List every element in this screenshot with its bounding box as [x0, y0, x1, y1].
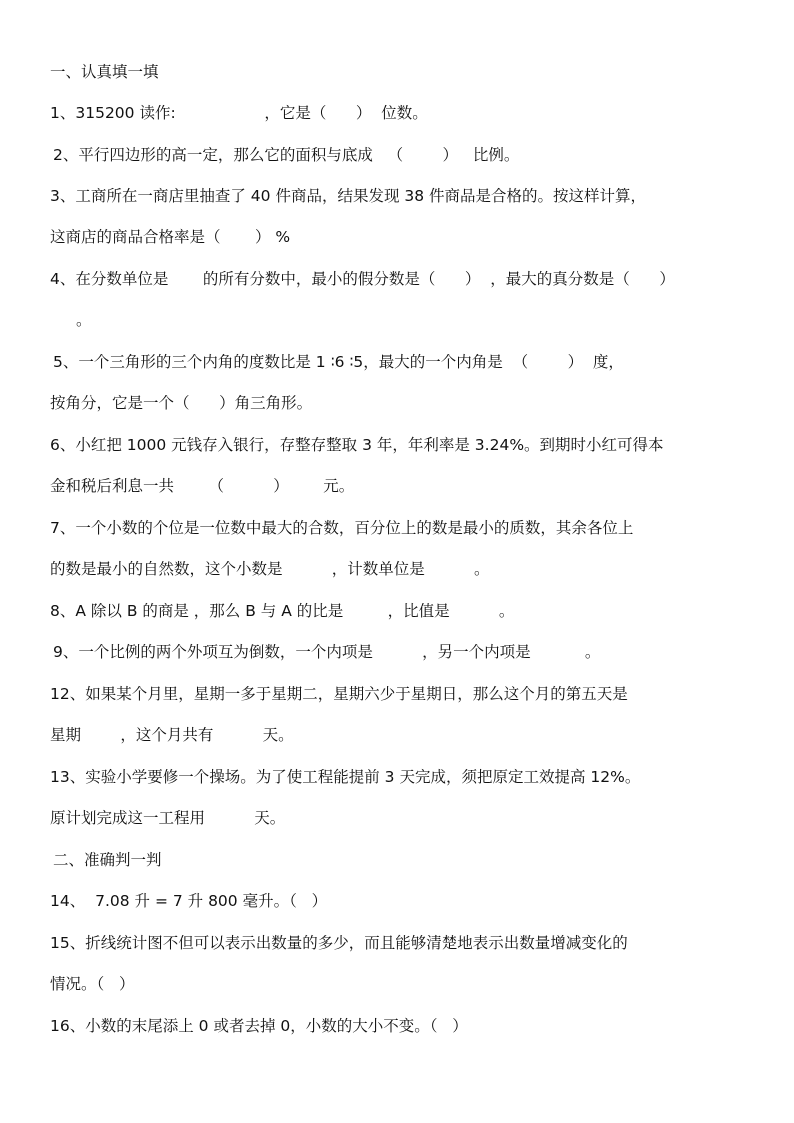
question-13-line-1: 13、实验小学要修一个操场。为了使工程能提前 3 天完成，须把原定工效提高 12%。: [50, 768, 641, 786]
question-7-line-2: 的数是最小的自然数，这个小数是 ，计数单位是 。: [50, 560, 490, 578]
question-3-line-2: 这商店的商品合格率是（ ） %: [50, 228, 291, 246]
question-7-line-1: 7、一个小数的个位是一位数中最大的合数，百分位上的数是最小的质数，其余各位上: [50, 519, 634, 537]
question-12-line-1: 12、如果某个月里，星期一多于星期二，星期六少于星期日，那么这个月的第五天是: [50, 685, 628, 703]
question-12-line-2: 星期 ，这个月共有 天。: [50, 726, 294, 744]
question-14: 14、 7.08 升 = 7 升 800 毫升。（ ）: [50, 892, 328, 910]
question-6-line-2: 金和税后利息一共 （ ） 元。: [50, 477, 355, 495]
section1-title: 一、认真填一填: [50, 63, 159, 81]
question-5-line-2: 按角分，它是一个（ ）角三角形。: [50, 394, 313, 412]
section2-title: 二、准确判一判: [53, 851, 162, 869]
question-15-line-1: 15、折线统计图不但可以表示出数量的多少，而且能够清楚地表示出数量增减变化的: [50, 934, 628, 952]
question-9: 9、一个比例的两个外项互为倒数，一个内项是 ，另一个内项是 。: [53, 643, 601, 661]
question-8: 8、A 除以 B 的商是 ，那么 B 与 A 的比是 ，比值是 。: [50, 602, 515, 620]
question-3-line-1: 3、工商所在一商店里抽查了 40 件商品，结果发现 38 件商品是合格的。按这样计算，: [50, 187, 647, 205]
question-5-line-1: 5、一个三角形的三个内角的度数比是 1 ∶6 ∶5，最大的一个内角是 （ ） 度，: [53, 353, 624, 371]
question-4-line-2: 。: [76, 311, 92, 329]
question-1: 1、315200 读作: ，它是（ ） 位数。: [50, 104, 428, 122]
question-16: 16、小数的末尾添上 0 或者去掉 0，小数的大小不变。（ ）: [50, 1017, 468, 1035]
question-15-line-2: 情况。（ ）: [50, 975, 135, 993]
question-13-line-2: 原计划完成这一工程用 天。: [50, 809, 286, 827]
question-4-line-1: 4、在分数单位是 的所有分数中，最小的假分数是（ ） ，最大的真分数是（ ）: [50, 270, 675, 288]
question-6-line-1: 6、小红把 1000 元钱存入银行，存整存整取 3 年，年利率是 3.24%。到期时小红可得本: [50, 436, 664, 454]
question-2: 2、平行四边形的高一定，那么它的面积与底成 （ ） 比例。: [53, 146, 520, 164]
